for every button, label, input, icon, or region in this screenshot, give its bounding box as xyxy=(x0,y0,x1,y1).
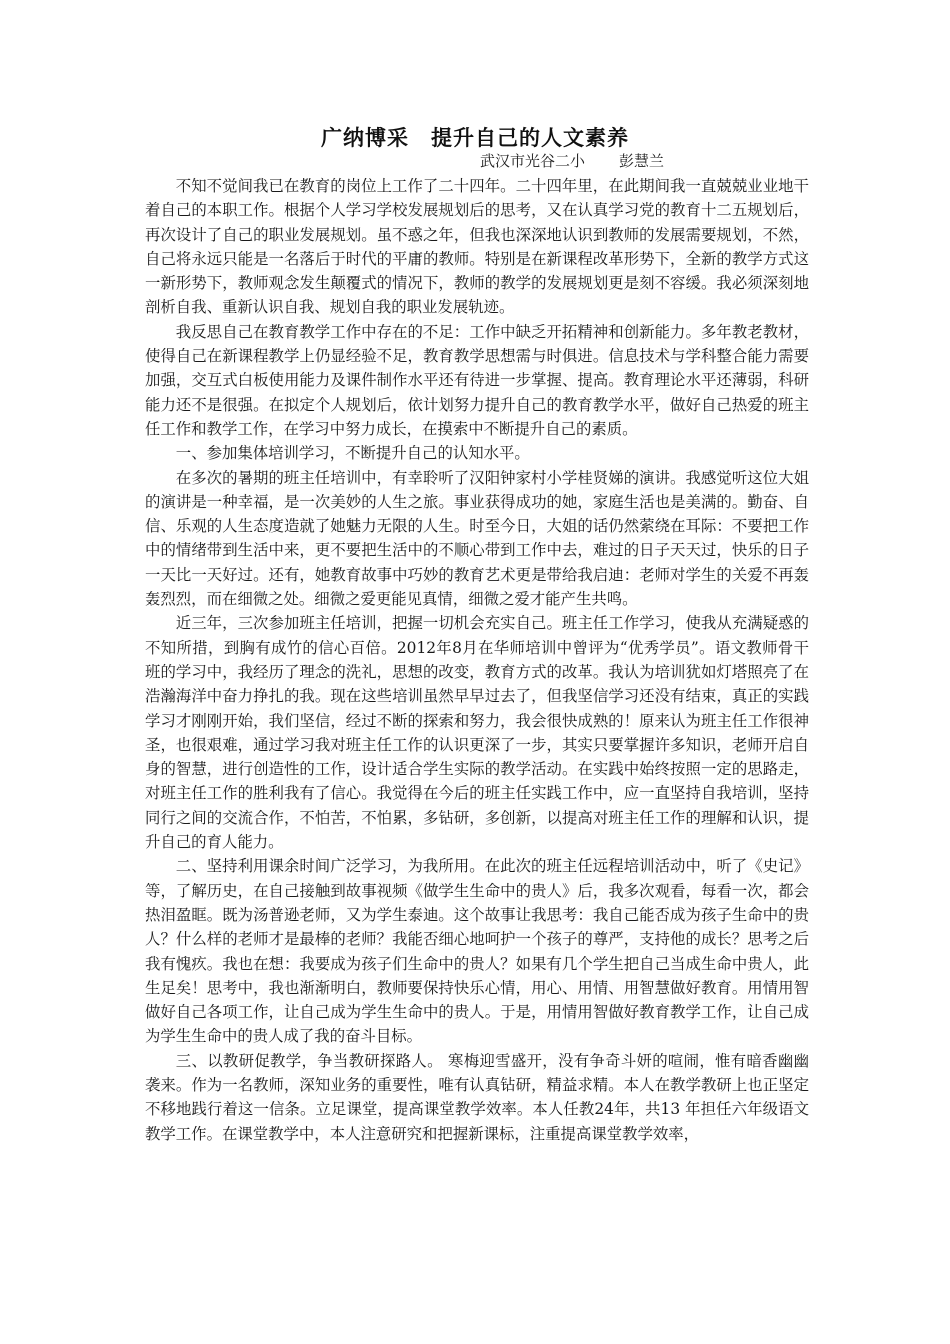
paragraph: 二、坚持利用课余时间广泛学习，为我所用。在此次的班主任远程培训活动中，听了《史记》等，了解历史，在自己接触到故事视频《做学生生命中的贵人》后，我多次观看，每看一次，都会热泪盈眶。既为汤普逊老师，又为学生泰迪。这个故事让我思考：我自己能否成为孩子生命中的贵人？什么样的老师才是最棒的老师？我能否细心地呵护一个孩子的尊严，支持他的成长？思考之后我有愧疚。我也在想：我要成为孩子们生命中的贵人？如果有几个学生把自己当成生命中贵人，此生足矣！思考中，我也渐渐明白，教师要保持快乐心情，用心、用情、用智慧做好教育。用情用智做好自己各项工作，让自己成为学生生命中的贵人。于是，用情用智做好教育教学工作，让自己成为学生生命中的贵人成了我的奋斗目标。 xyxy=(145,857,809,1046)
paragraph: 在多次的暑期的班主任培训中，有幸聆听了汉阳钟家村小学桂贤娣的演讲。我感觉听这位大姐的演讲是一种幸福，是一次美妙的人生之旅。事业获得成功的她，家庭生活也是美满的。勤奋、自信、乐观的人生态度造就了她魅力无限的人生。时至今日，大姐的话仍然萦绕在耳际：不要把工作中的情绪带到生活中来，更不要把生活中的不顺心带到工作中去，难过的日子天天过，快乐的日子一天比一天好过。还有，她教育故事中巧妙的教育艺术更是带给我启迪：老师对学生的关爱不再轰轰烈烈，而在细微之处。细微之爱更能见真情，细微之爱才能产生共鸣。 xyxy=(145,468,809,609)
document-body xyxy=(145,174,809,1146)
author-name: 彭慧兰 xyxy=(619,152,665,170)
paragraph: 我反思自己在教育教学工作中存在的不足：工作中缺乏开拓精神和创新能力。多年教老教材，使得自己在新课程教学上仍显经验不足，教育教学思想需与时俱进。信息技术与学科整合能力需要加强，交互式白板使用能力及课件制作水平还有待进一步掌握、提高。教育理论水平还薄弱，科研能力还不是很强。在拟定个人规划后，依计划努力提升自己的教育教学水平，做好自己热爱的班主任工作和教学工作，在学习中努力成长，在摸索中不断提升自己的素质。 xyxy=(145,322,809,438)
paragraph: 近三年，三次参加班主任培训，把握一切机会充实自己。班主任工作学习，使我从充满疑惑的不知所措，到胸有成竹的信心百倍。2012年8月在华师培训中曾评为“优秀学员”。语文教师骨干班的学习中，我经历了理念的洗礼，思想的改变，教育方式的改革。我认为培训犹如灯塔照亮了在浩瀚海洋中奋力挣扎的我。现在这些培训虽然早早过去了，但我坚信学习还没有结束，真正的实践学习才刚刚开始，我们坚信，经过不断的探索和努力，我会很快成熟的！原来认为班主任工作很神圣，也很艰难，通过学习我对班主任工作的认识更深了一步，其实只要掌握许多知识，老师开启自身的智慧，进行创造性的工作，设计适合学生实际的教学活动。在实践中始终按照一定的思路走，对班主任工作的胜利我有了信心。我觉得在今后的班主任实践工作中，应一直坚持自我培训，坚持同行之间的交流合作，不怕苦，不怕累，多钻研，多创新，以提高对班主任工作的理解和认识，提升自己的育人能力。 xyxy=(145,614,809,852)
paragraph: 三、以教研促教学，争当教研探路人。 寒梅迎雪盛开，没有争奇斗妍的喧闹，惟有暗香幽幽袭来。作为一名教师，深知业务的重要性，唯有认真钻研，精益求精。本人在教学教研上也正坚定不移地践行着这一信条。立足课堂，提高课堂教学效率。本人任教24年，共13 年担任六年级语文教学工作。在课堂教学中，本人注意研究和把握新课标，注重提高课堂教学效率， xyxy=(145,1051,809,1143)
document-title: 广纳博采 提升自己的人文素养 xyxy=(321,125,629,150)
paragraph: 不知不觉间我已在教育的岗位上工作了二十四年。二十四年里，在此期间我一直兢兢业业地干着自己的本职工作。根据个人学习学校发展规划后的思考，又在认真学习党的教育十二五规划后，再次设计了自己的职业发展规划。虽不惑之年，但我也深深地认识到教师的发展需要规划，不然，自己将永远只能是一名落后于时代的平庸的教师。特别是在新课程改革形势下，全新的教学方式这一新形势下，教师观念发生颠覆式的情况下，教师的教学的发展规划更是刻不容缓。我必须深刻地剖析自我、重新认识自我、规划自我的职业发展轨迹。 xyxy=(145,177,809,317)
byline xyxy=(480,150,664,171)
section-heading: 一、参加集体培训学习，不断提升自己的认知水平。 xyxy=(175,444,530,463)
author-school: 武汉市光谷二小 xyxy=(480,152,586,170)
